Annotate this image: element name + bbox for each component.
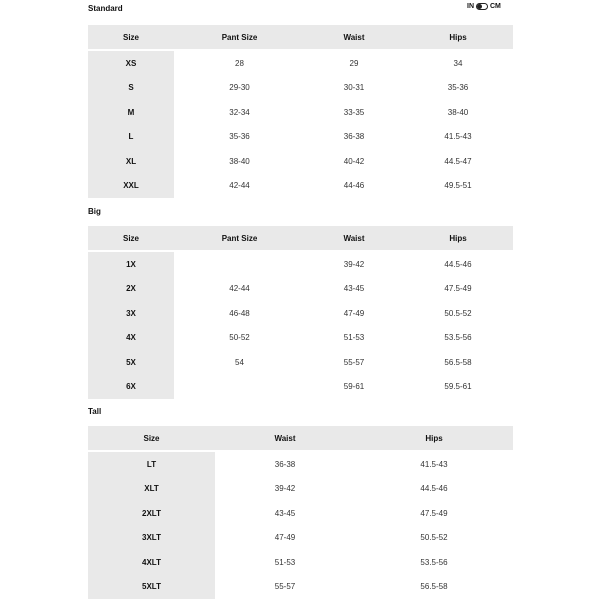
table-row	[88, 375, 513, 400]
size-cell: 2X	[88, 277, 174, 302]
pant-size-cell: 54	[235, 357, 244, 367]
table-row	[88, 125, 513, 150]
size-cell: 3XLT	[88, 526, 215, 551]
waist-cell: 39-42	[274, 484, 296, 494]
toggle-switch-icon[interactable]	[476, 3, 488, 10]
table-row	[88, 550, 513, 575]
waist-cell: 33-35	[343, 107, 365, 117]
column-header: Waist	[305, 226, 403, 251]
table-row	[88, 100, 513, 125]
table-header-row	[88, 226, 513, 251]
table-row	[88, 477, 513, 502]
pant-size-cell	[174, 375, 305, 400]
size-cell: 4XLT	[88, 550, 215, 575]
size-cell: 5X	[88, 350, 174, 375]
size-cell: XS	[88, 50, 174, 76]
pant-size-cell: 28	[235, 58, 244, 68]
hips-cell: 41.5-43	[420, 459, 448, 469]
hips-cell: 50.5-52	[420, 533, 448, 543]
waist-cell: 59-61	[343, 382, 365, 392]
waist-cell: 29	[349, 58, 359, 68]
unit-toggle[interactable]	[467, 3, 501, 10]
pant-size-cell	[174, 251, 305, 277]
tall-section-title: Tall	[88, 407, 102, 416]
size-cell: 2XLT	[88, 501, 215, 526]
big-section-title: Big	[88, 207, 101, 216]
hips-cell: 47.5-49	[420, 508, 448, 518]
hips-cell: 44.5-46	[420, 484, 448, 494]
waist-cell: 43-45	[274, 508, 296, 518]
unit-cm-label[interactable]: CM	[490, 3, 501, 10]
size-cell: 5XLT	[88, 575, 215, 600]
size-cell: 1X	[88, 251, 174, 277]
table-row	[88, 76, 513, 101]
hips-cell: 49.5-51	[444, 181, 472, 191]
hips-cell: 38-40	[447, 107, 469, 117]
pant-size-cell: 42-44	[229, 181, 250, 191]
size-cell: LT	[88, 451, 215, 477]
size-cell: 6X	[88, 375, 174, 400]
standard-size-table	[88, 25, 513, 198]
pant-size-cell: 42-44	[229, 284, 250, 294]
waist-cell: 39-42	[343, 259, 365, 269]
table-row	[88, 526, 513, 551]
unit-inches-label[interactable]: IN	[467, 3, 474, 10]
table-row	[88, 50, 513, 76]
table-header-row	[88, 25, 513, 50]
waist-cell: 55-57	[274, 582, 296, 592]
table-row	[88, 149, 513, 174]
hips-cell: 59.5-61	[444, 382, 472, 392]
waist-cell: 55-57	[343, 357, 365, 367]
hips-cell: 53.5-56	[444, 333, 472, 343]
waist-cell: 40-42	[343, 156, 365, 166]
table-row	[88, 451, 513, 477]
size-cell: M	[88, 100, 174, 125]
table-row	[88, 326, 513, 351]
table-header-row	[88, 426, 513, 451]
waist-cell: 36-38	[343, 132, 365, 142]
hips-cell: 44.5-46	[444, 259, 472, 269]
column-header: Hips	[403, 25, 513, 50]
waist-cell: 47-49	[274, 533, 296, 543]
hips-cell: 53.5-56	[420, 557, 448, 567]
standard-section-title: Standard	[88, 4, 123, 13]
hips-cell: 44.5-47	[444, 156, 472, 166]
hips-cell: 34	[453, 58, 463, 68]
pant-size-cell: 46-48	[229, 308, 250, 318]
hips-cell: 50.5-52	[444, 308, 472, 318]
pant-size-cell: 50-52	[229, 333, 250, 343]
big-size-table	[88, 226, 513, 399]
table-row	[88, 350, 513, 375]
column-header: Hips	[355, 426, 513, 451]
size-cell: XXL	[88, 174, 174, 199]
column-header: Size	[88, 25, 174, 50]
hips-cell: 47.5-49	[444, 284, 472, 294]
column-header: Pant Size	[174, 226, 305, 251]
table-row	[88, 174, 513, 199]
column-header: Size	[88, 226, 174, 251]
waist-cell: 36-38	[274, 459, 296, 469]
toggle-knob	[477, 4, 482, 9]
column-header: Waist	[305, 25, 403, 50]
table-row	[88, 277, 513, 302]
size-cell: L	[88, 125, 174, 150]
size-cell: 4X	[88, 326, 174, 351]
hips-cell: 35-36	[447, 83, 469, 93]
column-header: Size	[88, 426, 215, 451]
hips-cell: 56.5-58	[444, 357, 472, 367]
table-row	[88, 251, 513, 277]
hips-cell: 41.5-43	[444, 132, 472, 142]
table-row	[88, 575, 513, 600]
pant-size-cell: 29-30	[229, 83, 250, 93]
column-header: Hips	[403, 226, 513, 251]
pant-size-cell: 35-36	[229, 132, 250, 142]
hips-cell: 56.5-58	[420, 582, 448, 592]
table-row	[88, 501, 513, 526]
waist-cell: 51-53	[343, 333, 365, 343]
pant-size-cell: 32-34	[229, 107, 250, 117]
column-header: Waist	[215, 426, 355, 451]
pant-size-cell: 38-40	[229, 156, 250, 166]
size-cell: S	[88, 76, 174, 101]
waist-cell: 43-45	[343, 284, 365, 294]
column-header: Pant Size	[174, 25, 305, 50]
size-cell: 3X	[88, 301, 174, 326]
size-cell: XLT	[88, 477, 215, 502]
table-row	[88, 301, 513, 326]
tall-size-table	[88, 426, 513, 599]
waist-cell: 51-53	[274, 557, 296, 567]
waist-cell: 30-31	[343, 83, 365, 93]
waist-cell: 47-49	[343, 308, 365, 318]
size-cell: XL	[88, 149, 174, 174]
waist-cell: 44-46	[343, 181, 365, 191]
